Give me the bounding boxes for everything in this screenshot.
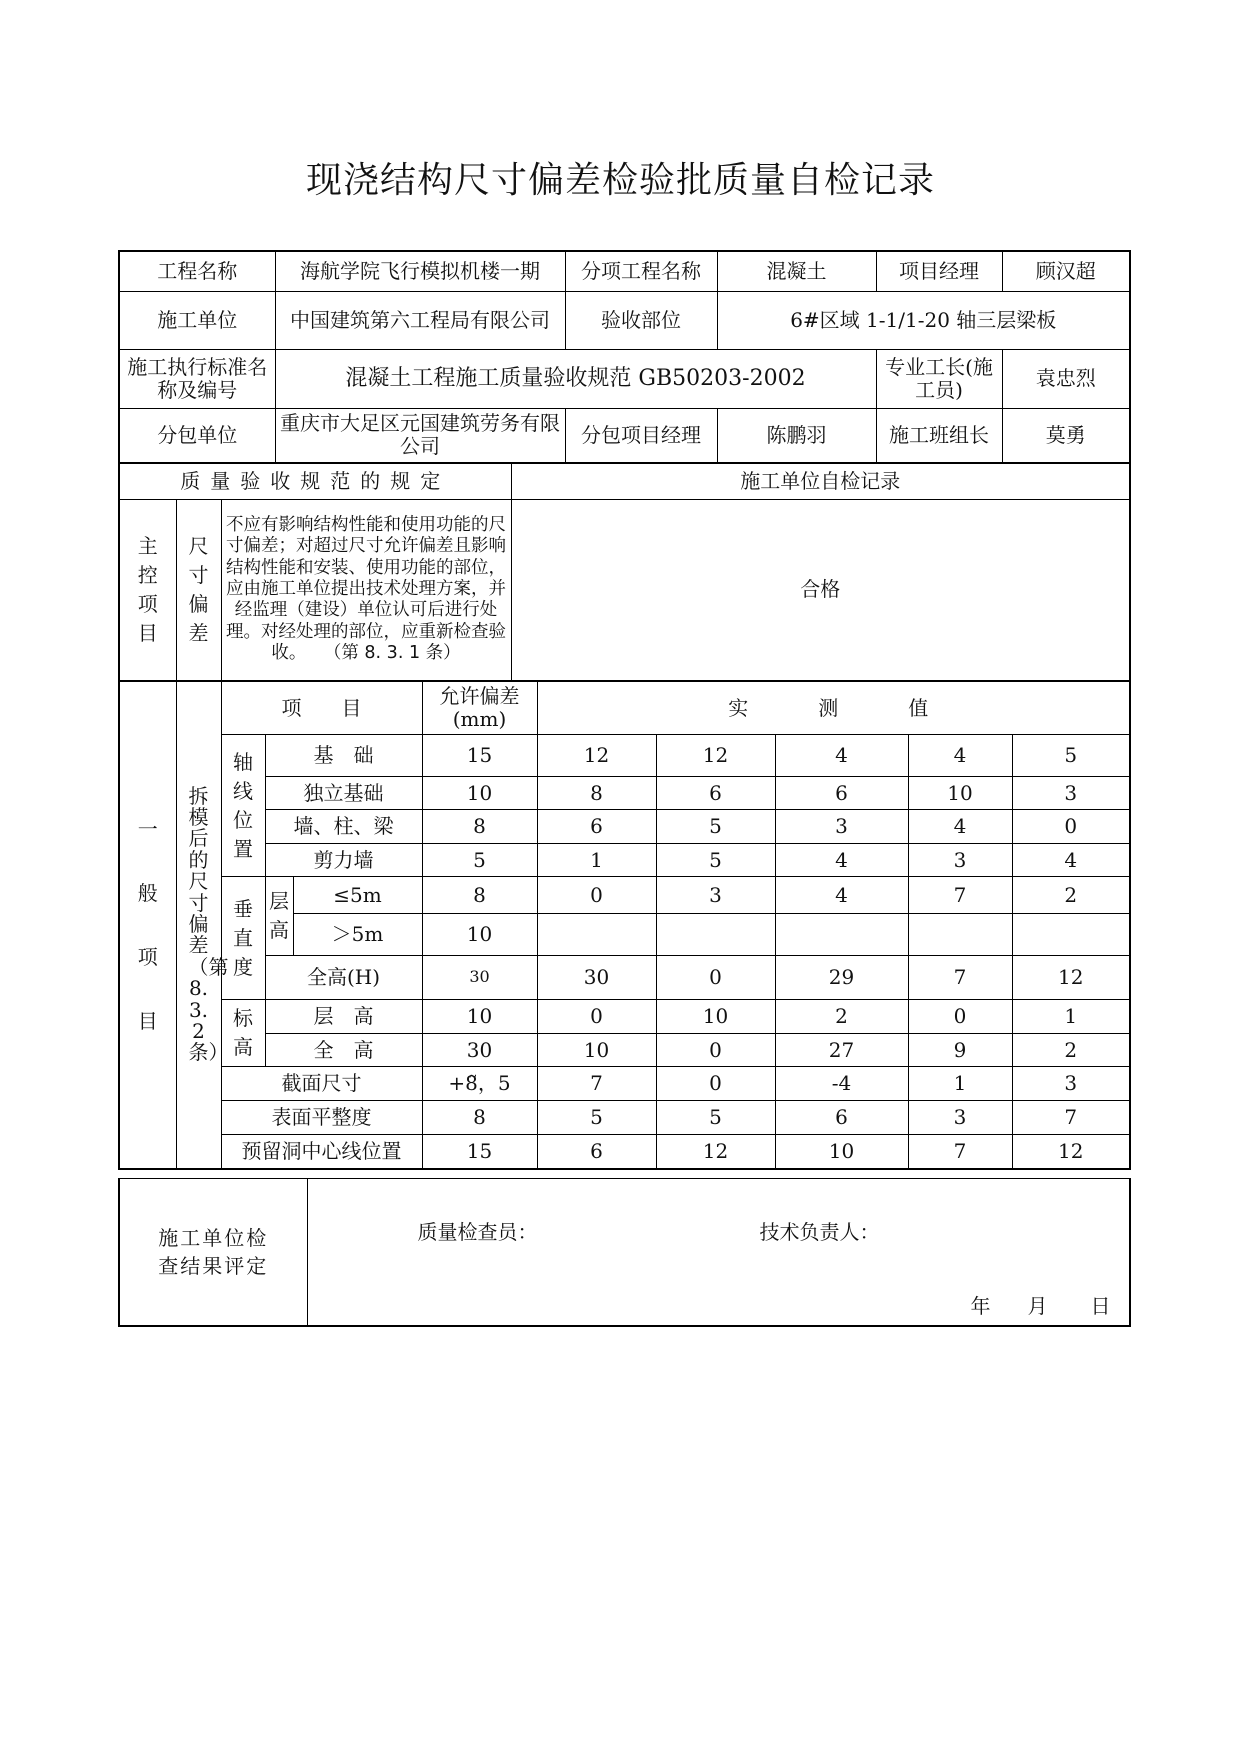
accept-part-value: 6#区域 1-1/1-20 轴三层梁板 <box>717 291 1130 349</box>
elevation-group-label: 标高 <box>221 1000 265 1067</box>
accept-part-label: 验收部位 <box>565 291 717 349</box>
measured-value: 1 <box>908 1067 1012 1101</box>
sub-pm-label: 分包项目经理 <box>565 408 717 463</box>
measured-value: 0 <box>537 1000 656 1034</box>
measured-value: 9 <box>908 1034 1012 1067</box>
row-name: 表面平整度 <box>221 1101 422 1135</box>
measured-value: 1 <box>1012 1000 1130 1034</box>
measured-value: 5 <box>1012 735 1130 777</box>
measured-value: 0 <box>908 1000 1012 1034</box>
measured-value: 10 <box>656 1000 775 1034</box>
measured-value: 6 <box>537 1135 656 1169</box>
measured-value: 12 <box>656 1135 775 1169</box>
row-tol: 10 <box>422 1000 537 1034</box>
general-sub-label: 拆模后的尺寸偏差（第8.3.2条） <box>176 682 221 1169</box>
measured-value: 3 <box>1012 1067 1130 1101</box>
project-name-label: 工程名称 <box>119 251 275 291</box>
measured-value: 12 <box>656 735 775 777</box>
sub-project-value: 混凝土 <box>717 251 876 291</box>
measured-value: 6 <box>775 777 908 810</box>
spec-header: 质量验收规范的规定 <box>119 463 511 500</box>
project-name-value: 海航学院飞行模拟机楼一期 <box>275 251 565 291</box>
header-table <box>118 250 1131 464</box>
measured-value: 10 <box>537 1034 656 1067</box>
measured-value <box>908 914 1012 956</box>
sub-project-label: 分项工程名称 <box>565 251 717 291</box>
row-name: 全 高 <box>265 1034 422 1067</box>
main-rule-text: 不应有影响结构性能和使用功能的尺寸偏差；对超过尺寸允许偏差且影响结构性能和安装、使用功能的部位，应由施工单位提出技术处理方案，并经监理（建设）单位认可后进行处理。对经处理的部位，应重新检查验收。 （第 8. 3. 1 条） <box>221 500 511 681</box>
foreman-label: 专业工长(施工员) <box>876 349 1002 408</box>
row-name: 截面尺寸 <box>221 1067 422 1101</box>
measured-value <box>775 914 908 956</box>
row-tol: 15 <box>422 1135 537 1169</box>
measured-value: 4 <box>1012 844 1130 877</box>
measured-value <box>1012 914 1130 956</box>
general-items-table <box>118 681 1131 1170</box>
constructor-label: 施工单位 <box>119 291 275 349</box>
measured-value: 7 <box>908 956 1012 1000</box>
sub-pm-value: 陈鹏羽 <box>717 408 876 463</box>
measured-value: 0 <box>656 1034 775 1067</box>
main-item-label: 尺寸偏差 <box>176 500 221 681</box>
measured-value: 7 <box>908 877 1012 914</box>
main-control-table <box>118 462 1131 682</box>
measured-value: 6 <box>537 810 656 844</box>
standard-label: 施工执行标准名称及编号 <box>119 349 275 408</box>
floor-height-sub-label: 层高 <box>265 877 293 956</box>
measured-value: 3 <box>1012 777 1130 810</box>
pm-value: 顾汉超 <box>1002 251 1130 291</box>
item-header: 项 目 <box>221 682 422 735</box>
measured-value: -4 <box>775 1067 908 1101</box>
measured-value: 6 <box>656 777 775 810</box>
measured-value: 2 <box>1012 1034 1130 1067</box>
measured-value: 4 <box>775 735 908 777</box>
measured-value: 3 <box>908 844 1012 877</box>
measured-value: 3 <box>908 1101 1012 1135</box>
row-name: 独立基础 <box>265 777 422 810</box>
measured-value: 0 <box>656 956 775 1000</box>
row-tol: 10 <box>422 914 537 956</box>
measured-value: 30 <box>537 956 656 1000</box>
measured-value <box>656 914 775 956</box>
measured-value: 27 <box>775 1034 908 1067</box>
main-result: 合格 <box>511 500 1130 681</box>
date-day: 日 <box>1090 1294 1111 1318</box>
tech-lead-label: 技术负责人： <box>759 1220 880 1244</box>
tol-header: 允许偏差(mm) <box>422 682 537 735</box>
measured-value: 12 <box>1012 956 1130 1000</box>
measured-value: 12 <box>1012 1135 1130 1169</box>
row-tol: 8 <box>422 810 537 844</box>
main-control-label: 主控项目 <box>119 500 176 681</box>
evaluation-label: 施工单位检查结果评定 <box>119 1179 307 1327</box>
measured-value <box>537 914 656 956</box>
measured-value: 2 <box>1012 877 1130 914</box>
row-tol: 8 <box>422 1101 537 1135</box>
row-tol: 15 <box>422 735 537 777</box>
measured-value: 2 <box>775 1000 908 1034</box>
row-name: ＞5m <box>293 914 422 956</box>
row-name: 墙、柱、梁 <box>265 810 422 844</box>
measured-value: 8 <box>537 777 656 810</box>
measured-header: 实 测 值 <box>537 682 1130 735</box>
axis-group-label: 轴线位置 <box>221 735 265 877</box>
constructor-value: 中国建筑第六工程局有限公司 <box>275 291 565 349</box>
page-title: 现浇结构尺寸偏差检验批质量自检记录 <box>305 160 935 201</box>
row-name: ≤5m <box>293 877 422 914</box>
sub-unit-label: 分包单位 <box>119 408 275 463</box>
measured-value: 4 <box>775 877 908 914</box>
row-tol: 10 <box>422 777 537 810</box>
row-tol: 30 <box>422 956 537 1000</box>
row-name: 预留洞中心线位置 <box>221 1135 422 1169</box>
evaluation-table <box>118 1178 1131 1327</box>
measured-value: 5 <box>656 810 775 844</box>
measured-value: 0 <box>537 877 656 914</box>
measured-value: 7 <box>908 1135 1012 1169</box>
measured-value: 5 <box>537 1101 656 1135</box>
measured-value: 5 <box>656 844 775 877</box>
measured-value: 3 <box>775 810 908 844</box>
row-tol: +8̃，5 <box>422 1067 537 1101</box>
measured-value: 0 <box>1012 810 1130 844</box>
sub-unit-value: 重庆市大足区元国建筑劳务有限公司 <box>275 408 565 463</box>
team-leader-value: 莫勇 <box>1002 408 1130 463</box>
measured-value: 5 <box>656 1101 775 1135</box>
vertical-group-label: 垂直度 <box>221 877 265 1000</box>
row-tol: 5 <box>422 844 537 877</box>
measured-value: 10 <box>908 777 1012 810</box>
row-tol: 30 <box>422 1034 537 1067</box>
measured-value: 29 <box>775 956 908 1000</box>
measured-value: 7 <box>1012 1101 1130 1135</box>
row-name: 剪力墙 <box>265 844 422 877</box>
measured-value: 3 <box>656 877 775 914</box>
row-name: 层 高 <box>265 1000 422 1034</box>
measured-value: 4 <box>775 844 908 877</box>
date-month: 月 <box>1027 1294 1048 1318</box>
date-year: 年 <box>970 1294 991 1318</box>
measured-value: 0 <box>656 1067 775 1101</box>
pm-label: 项目经理 <box>876 251 1002 291</box>
row-name: 基 础 <box>265 735 422 777</box>
record-header: 施工单位自检记录 <box>511 463 1130 500</box>
general-label: 一般项目 <box>119 682 176 1169</box>
measured-value: 1 <box>537 844 656 877</box>
measured-value: 4 <box>908 810 1012 844</box>
team-leader-label: 施工班组长 <box>876 408 1002 463</box>
measured-value: 12 <box>537 735 656 777</box>
measured-value: 6 <box>775 1101 908 1135</box>
measured-value: 10 <box>775 1135 908 1169</box>
inspector-label: 质量检查员： <box>417 1220 538 1244</box>
measured-value: 4 <box>908 735 1012 777</box>
row-name: 全高(H) <box>265 956 422 1000</box>
evaluation-cell <box>307 1179 1130 1327</box>
measured-value: 7 <box>537 1067 656 1101</box>
row-tol: 8 <box>422 877 537 914</box>
foreman-value: 袁忠烈 <box>1002 349 1130 408</box>
standard-value: 混凝土工程施工质量验收规范 GB50203-2002 <box>275 349 876 408</box>
